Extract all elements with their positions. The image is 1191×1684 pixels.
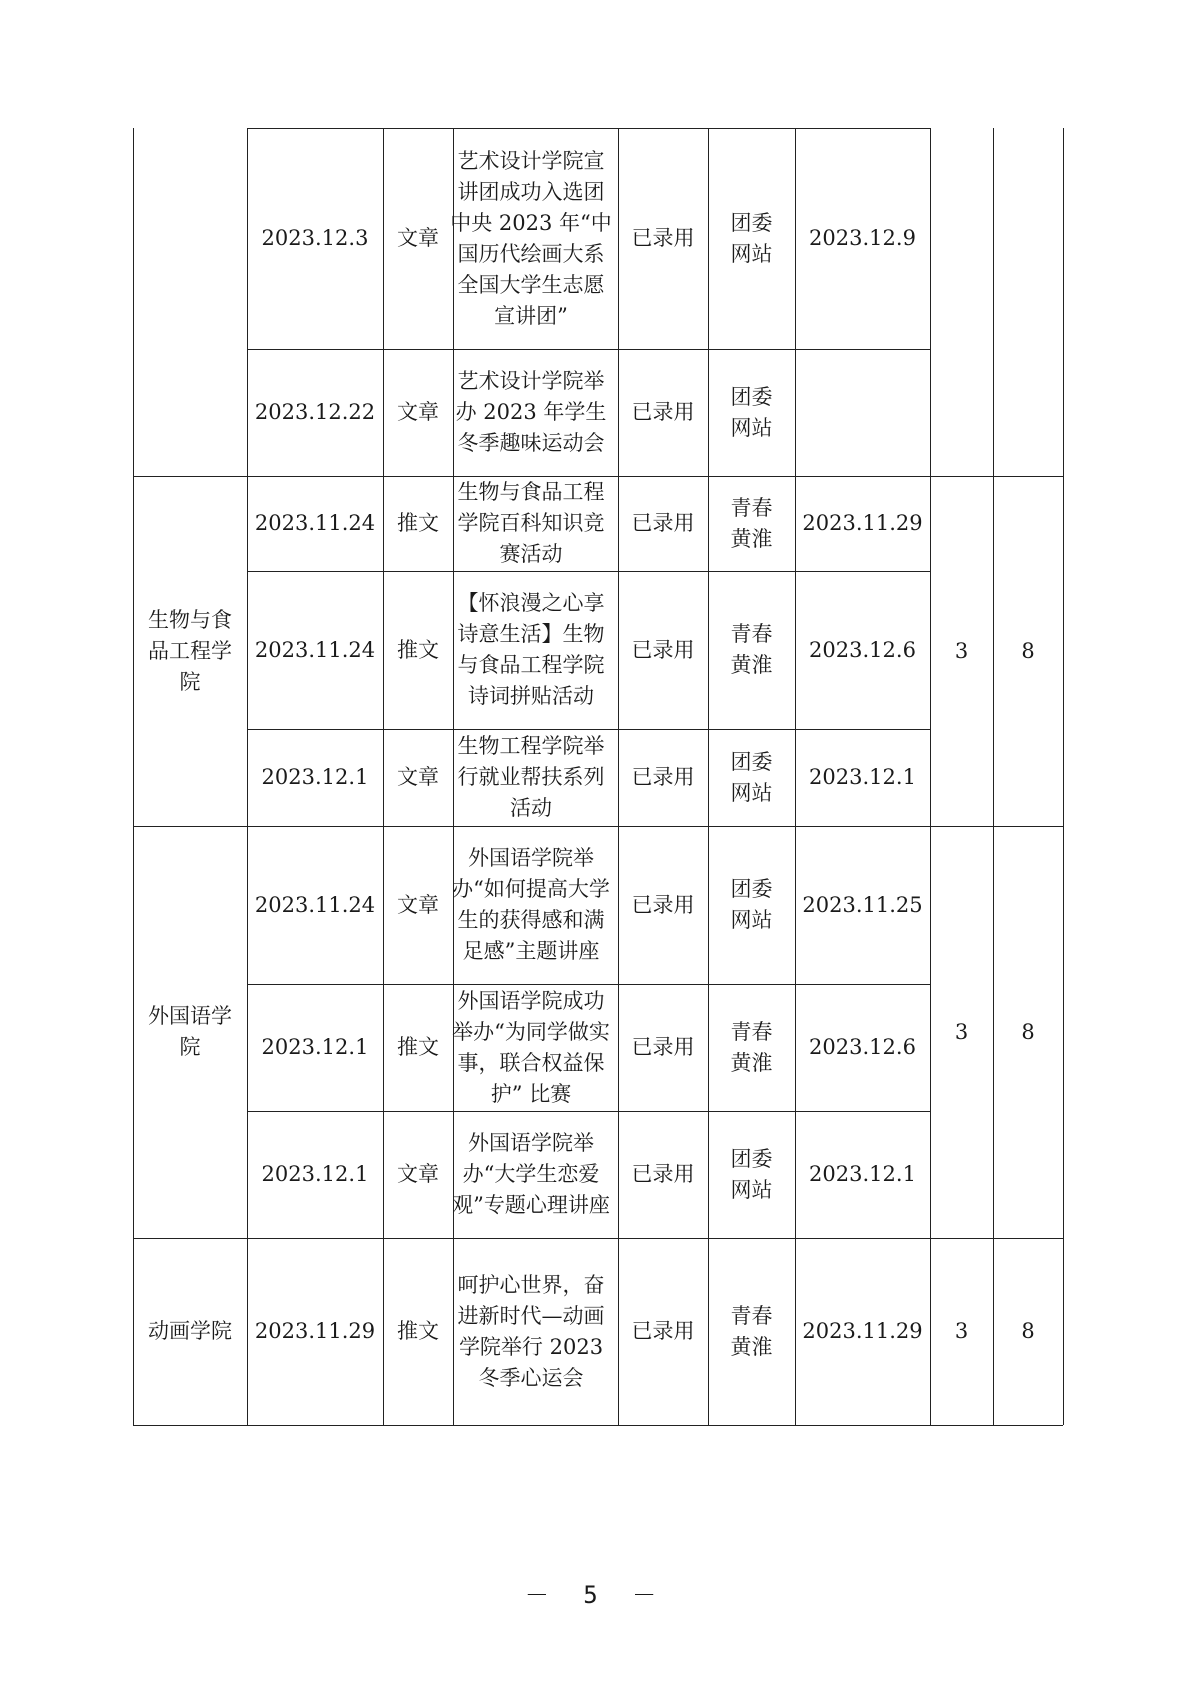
cell-platform: 团委网站 — [730, 749, 773, 805]
cell-title: 外国语学院举办“大学生恋爱观”专题心理讲座 — [452, 1131, 610, 1217]
cell-title: 【怀浪漫之心享诗意生活】生物与食品工程学院诗词拼贴活动 — [457, 591, 605, 708]
cell-college: 外国语学院 — [148, 1004, 232, 1059]
cell-status: 已录用 — [631, 637, 695, 662]
cell-type: 文章 — [397, 1162, 439, 1186]
cell-status: 已录用 — [631, 1035, 695, 1059]
cell-title: 外国语学院成功举办“为同学做实事，联合权益保护” 比赛 — [452, 988, 610, 1106]
cell-title: 生物工程学院举行就业帮扶系列活动 — [457, 734, 605, 820]
cell-publish-date: 2023.12.9 — [809, 226, 916, 250]
cell-type: 文章 — [397, 400, 439, 424]
cell-publish-date: 2023.12.6 — [809, 637, 916, 662]
cell-type: 文章 — [397, 226, 439, 250]
cell-college: 生物与食品工程学院 — [148, 607, 232, 694]
cell-title: 艺术设计学院举办 2023 年学生冬季趣味运动会 — [455, 369, 607, 455]
cell-date: 2023.11.24 — [254, 511, 376, 535]
cell-status: 已录用 — [631, 1162, 695, 1186]
cell-date: 2023.11.24 — [254, 637, 376, 662]
cell-date: 2023.12.3 — [261, 226, 369, 250]
cell-publish-date: 2023.12.1 — [809, 1162, 916, 1186]
cell-college: 动画学院 — [148, 1319, 232, 1343]
cell-status: 已录用 — [631, 400, 695, 424]
cell-date: 2023.12.1 — [261, 1162, 369, 1186]
cell-publish-date — [795, 349, 930, 476]
group-divider — [133, 1425, 1063, 1426]
cell-type: 文章 — [397, 892, 439, 917]
column-divider — [1063, 128, 1064, 1425]
cell-title: 生物与食品工程学院百科知识竞赛活动 — [457, 480, 605, 566]
cell-status: 已录用 — [631, 511, 695, 535]
cell-count: 3 — [954, 1019, 969, 1044]
cell-date: 2023.12.1 — [261, 765, 369, 789]
cell-count: 3 — [954, 638, 969, 663]
cell-title: 外国语学院举办“如何提高大学生的获得感和满足感”主题讲座 — [452, 846, 610, 963]
cell-date: 2023.11.29 — [254, 1319, 376, 1343]
cell-score: 8 — [1021, 1019, 1035, 1044]
cell-platform: 团委网站 — [730, 210, 773, 266]
cell-platform: 青春黄淮 — [730, 622, 773, 677]
cell-college — [133, 128, 247, 476]
cell-publish-date: 2023.11.29 — [802, 1319, 923, 1343]
cell-publish-date: 2023.11.29 — [802, 511, 923, 535]
cell-platform: 团委网站 — [730, 384, 773, 440]
cell-status: 已录用 — [631, 892, 695, 917]
cell-score: 8 — [1021, 1319, 1035, 1343]
cell-date: 2023.12.1 — [261, 1035, 369, 1059]
cell-type: 推文 — [397, 511, 439, 535]
cell-publish-date: 2023.12.6 — [809, 1035, 916, 1059]
cell-date: 2023.12.22 — [254, 400, 376, 424]
cell-type: 推文 — [397, 1035, 439, 1059]
cell-type: 文章 — [397, 765, 439, 789]
cell-status: 已录用 — [631, 226, 695, 250]
cell-score: 8 — [1021, 638, 1035, 663]
cell-platform: 青春黄淮 — [730, 1019, 773, 1075]
cell-publish-date: 2023.12.1 — [809, 765, 916, 789]
cell-score — [993, 128, 1063, 476]
cell-status: 已录用 — [631, 1319, 695, 1343]
cell-publish-date: 2023.11.25 — [802, 892, 923, 917]
cell-platform: 青春黄淮 — [730, 1303, 773, 1359]
cell-type: 推文 — [397, 1319, 439, 1343]
cell-title: 艺术设计学院宣讲团成功入选团中央 2023 年“中国历代绘画大系全国大学生志愿宣讲团” — [450, 148, 612, 328]
cell-platform: 团委网站 — [730, 877, 773, 932]
cell-title: 呵护心世界，奋进新时代—动画学院举行 2023 冬季心运会 — [457, 1272, 605, 1390]
cell-status: 已录用 — [631, 765, 695, 789]
cell-date: 2023.11.24 — [254, 892, 376, 917]
page-number: － 5 － — [524, 1581, 667, 1609]
cell-type: 推文 — [397, 637, 439, 662]
cell-count — [930, 128, 993, 476]
cell-platform: 团委网站 — [730, 1146, 773, 1202]
cell-platform: 青春黄淮 — [730, 495, 773, 551]
cell-count: 3 — [954, 1319, 969, 1343]
